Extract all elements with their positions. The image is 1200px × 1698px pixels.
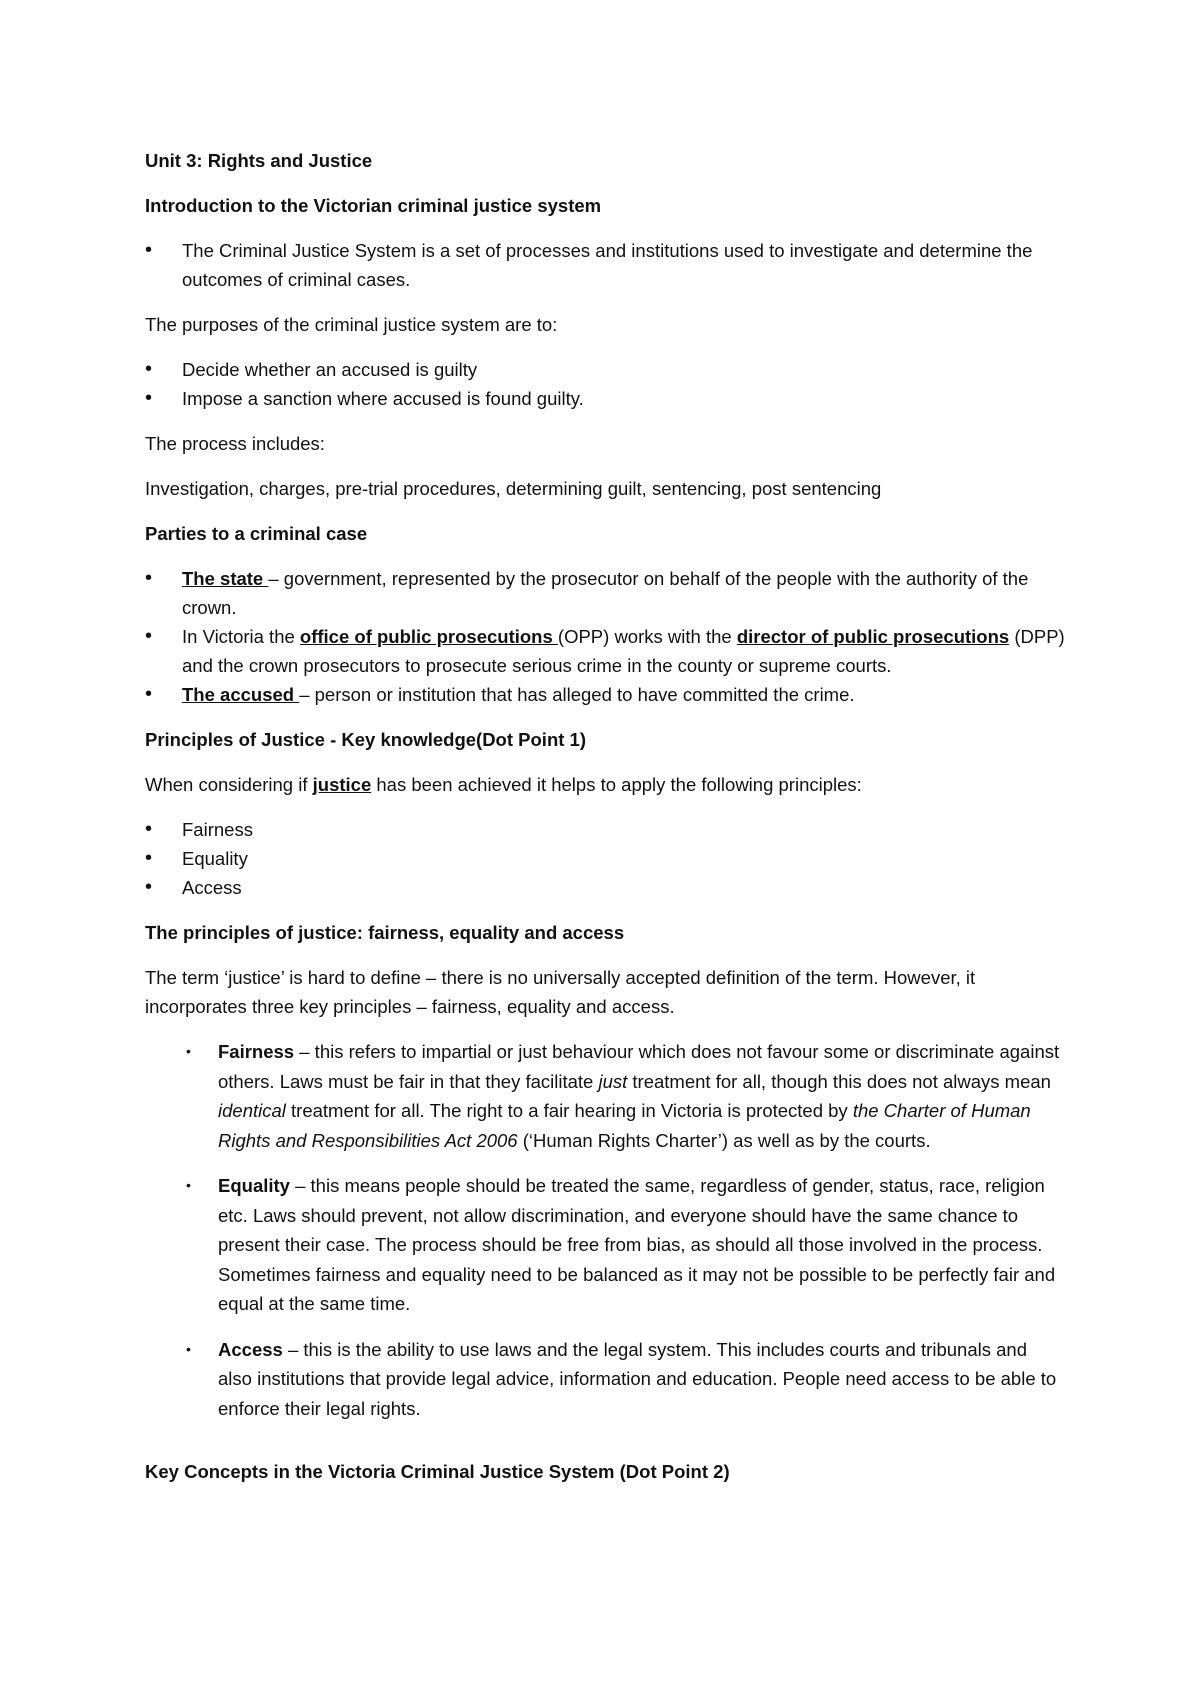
state-text: – government, represented by the prosecutor on behalf of the people with the authority of the crown. bbox=[182, 568, 1029, 618]
list-item: • Equality bbox=[145, 844, 1065, 873]
opp-term: office of public prosecutions bbox=[299, 626, 558, 647]
fairness-text-2: treatment for all, though this does not always mean bbox=[627, 1070, 1051, 1092]
fairness-text-1: – this refers to impartial or just behaviour which does not favour some or discriminate against others. Laws must be fair in that they facilitate bbox=[218, 1041, 1060, 1092]
party-victoria bbox=[145, 622, 1065, 680]
party-accused bbox=[145, 680, 1065, 709]
party-state bbox=[145, 564, 1065, 622]
principles-intro-post: has been achieved it helps to apply the following principles: bbox=[371, 774, 862, 795]
key-concepts-heading: Key Concepts in the Victoria Criminal Justice System (Dot Point 2) bbox=[145, 1461, 730, 1482]
list-item: • Decide whether an accused is guilty bbox=[145, 355, 1065, 384]
fairness-term: Fairness bbox=[218, 1041, 295, 1062]
principles-intro bbox=[145, 770, 1065, 799]
document-title: Unit 3: Rights and Justice bbox=[145, 150, 373, 171]
access-item bbox=[145, 1335, 1065, 1424]
process-intro: The process includes: bbox=[145, 433, 325, 454]
intro-bullet: • The Criminal Justice System is a set of processes and institutions used to investigate and determine the outcomes of criminal cases. bbox=[145, 236, 1065, 294]
fairness-item bbox=[145, 1037, 1065, 1155]
fairness-text-3: treatment for all. The right to a fair hearing in Victoria is protected by bbox=[285, 1100, 853, 1121]
access-term: Access bbox=[218, 1338, 283, 1360]
list-item: • Access bbox=[145, 873, 1065, 902]
equality-item bbox=[145, 1171, 1065, 1319]
document-body bbox=[145, 146, 1065, 1502]
vic-pre: In Victoria the bbox=[182, 626, 300, 647]
process-list: Investigation, charges, pre-trial procedures, determining guilt, sentencing, post sentencing bbox=[145, 478, 882, 499]
dpp-term: director of public prosecutions bbox=[736, 626, 1010, 647]
parties-list bbox=[145, 564, 1065, 709]
equality-term: Equality bbox=[218, 1175, 290, 1196]
justice-term: justice bbox=[312, 774, 372, 795]
intro-heading: Introduction to the Victorian criminal justice system bbox=[145, 195, 602, 216]
purposes-intro: The purposes of the criminal justice system are to: bbox=[145, 314, 558, 335]
fairness-italic-2: identical bbox=[218, 1100, 286, 1121]
parties-heading: Parties to a criminal case bbox=[145, 523, 368, 544]
equality-text: – this means people should be treated the same, regardless of gender, status, race, religion etc. Laws should prevent, not allow discrimination, and everyone should have the same chance to present their case. The process should be free from bias, as should all those involved in the process. Sometimes fairness and equality need to be balanced as it may not be possible to be perfectly fair and equal at the same time. bbox=[218, 1175, 1056, 1314]
list-item: • Impose a sanction where accused is found guilty. bbox=[145, 384, 1065, 413]
accused-text: – person or institution that has alleged to have committed the crime. bbox=[299, 684, 855, 705]
list-item: • Fairness bbox=[145, 815, 1065, 844]
principles-heading: Principles of Justice - Key knowledge(Dot Point 1) bbox=[145, 729, 586, 750]
fairness-italic-3: the Charter of Human Rights and Responsibilities Act 2006 bbox=[218, 1100, 1031, 1151]
principles-intro-pre: When considering if bbox=[145, 774, 313, 795]
intro-list bbox=[145, 236, 1065, 294]
pja-intro: The term ‘justice’ is hard to define – there is no universally accepted definition of the term. However, it incorporates three key principles – fairness, equality and access. bbox=[145, 967, 976, 1017]
principles-list bbox=[145, 815, 1065, 902]
accused-term: The accused bbox=[182, 684, 300, 705]
purposes-list bbox=[145, 355, 1065, 413]
spacer bbox=[145, 1439, 1065, 1457]
pja-heading: The principles of justice: fairness, equality and access bbox=[145, 922, 625, 943]
pja-list bbox=[145, 1037, 1065, 1423]
access-text: – this is the ability to use laws and the legal system. This includes courts and tribunals and also institutions that provide legal advice, information and education. People need access to be able to enforce their legal rights. bbox=[218, 1338, 1057, 1419]
state-term: The state bbox=[182, 568, 269, 589]
vic-post: (DPP) and the crown prosecutors to prosecute serious crime in the county or supreme courts. bbox=[182, 626, 1065, 676]
vic-mid: (OPP) works with the bbox=[557, 626, 737, 647]
fairness-italic-1: just bbox=[598, 1070, 628, 1092]
fairness-text-4: (‘Human Rights Charter’) as well as by the courts. bbox=[517, 1129, 931, 1151]
